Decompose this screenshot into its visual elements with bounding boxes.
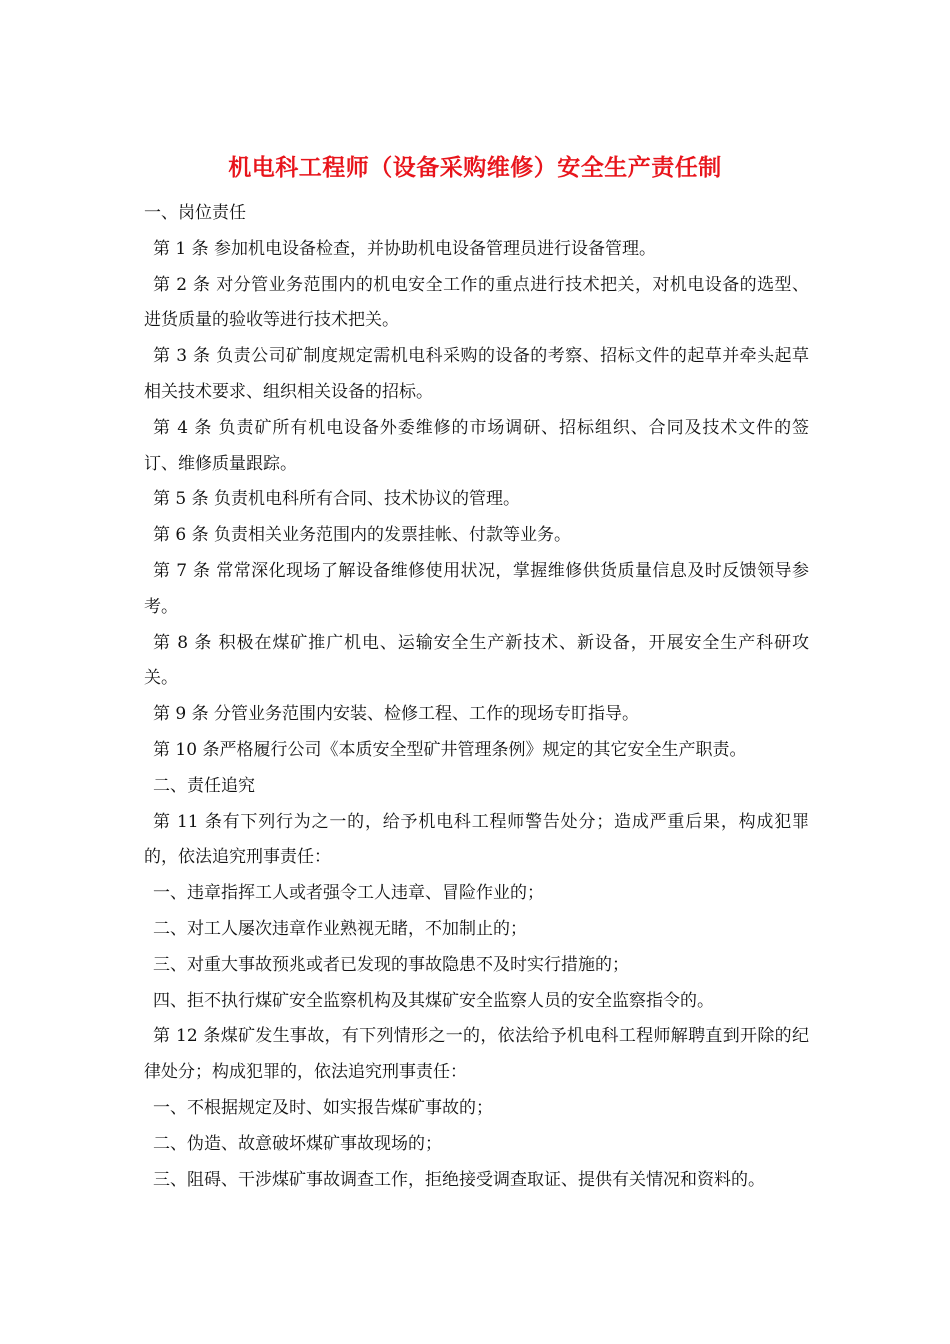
article-12-item-1: 一、不根据规定及时、如实报告煤矿事故的； bbox=[153, 1097, 493, 1118]
article-2: 第 2 条 对分管业务范围内的机电安全工作的重点进行技术把关，对机电设备的选型、进货质量的验收等进行技术把关。 bbox=[144, 274, 809, 331]
article-9: 第 9 条 分管业务范围内安装、检修工程、工作的现场专盯指导。 bbox=[153, 704, 640, 725]
article-11: 第 11 条有下列行为之一的，给予机电科工程师警告处分；造成严重后果，构成犯罪的，依法追究刑事责任： bbox=[144, 811, 809, 868]
article-1: 第 1 条 参加机电设备检查，并协助机电设备管理员进行设备管理。 bbox=[153, 238, 657, 259]
article-11-item-4: 四、拒不执行煤矿安全监察机构及其煤矿安全监察人员的安全监察指令的。 bbox=[153, 990, 714, 1011]
article-5: 第 5 条 负责机电科所有合同、技术协议的管理。 bbox=[153, 489, 521, 510]
document-body bbox=[144, 196, 809, 1198]
section-heading-accountability: 二、责任追究 bbox=[153, 775, 255, 796]
document-title: 机电科工程师（设备采购维修）安全生产责任制 bbox=[228, 154, 722, 181]
article-7: 第 7 条 常常深化现场了解设备维修使用状况，掌握维修供货质量信息及时反馈领导参考。 bbox=[144, 560, 809, 617]
article-8: 第 8 条 积极在煤矿推广机电、运输安全生产新技术、新设备，开展安全生产科研攻关。 bbox=[144, 632, 809, 689]
article-10: 第 10 条严格履行公司《本质安全型矿井管理条例》规定的其它安全生产职责。 bbox=[153, 739, 747, 760]
article-12-item-2: 二、伪造、故意破坏煤矿事故现场的； bbox=[153, 1133, 442, 1154]
article-11-item-1: 一、违章指挥工人或者强令工人违章、冒险作业的； bbox=[153, 883, 544, 904]
article-3: 第 3 条 负责公司矿制度规定需机电科采购的设备的考察、招标文件的起草并牵头起草相关技术要求、组织相关设备的招标。 bbox=[144, 346, 809, 402]
article-4: 第 4 条 负责矿所有机电设备外委维修的市场调研、招标组织、合同及技术文件的签订、维修质量跟踪。 bbox=[144, 417, 809, 474]
article-12: 第 12 条煤矿发生事故，有下列情形之一的，依法给予机电科工程师解聘直到开除的纪律处分；构成犯罪的，依法追究刑事责任： bbox=[144, 1026, 809, 1083]
article-11-item-2: 二、对工人屡次违章作业熟视无睹，不加制止的； bbox=[153, 918, 527, 939]
article-11-item-3: 三、对重大事故预兆或者已发现的事故隐患不及时实行措施的； bbox=[153, 954, 629, 975]
article-6: 第 6 条 负责相关业务范围内的发票挂帐、付款等业务。 bbox=[153, 525, 572, 546]
section-heading-duties: 一、岗位责任 bbox=[144, 203, 246, 223]
article-12-item-3: 三、阻碍、干涉煤矿事故调查工作，拒绝接受调查取证、提供有关情况和资料的。 bbox=[153, 1169, 765, 1190]
